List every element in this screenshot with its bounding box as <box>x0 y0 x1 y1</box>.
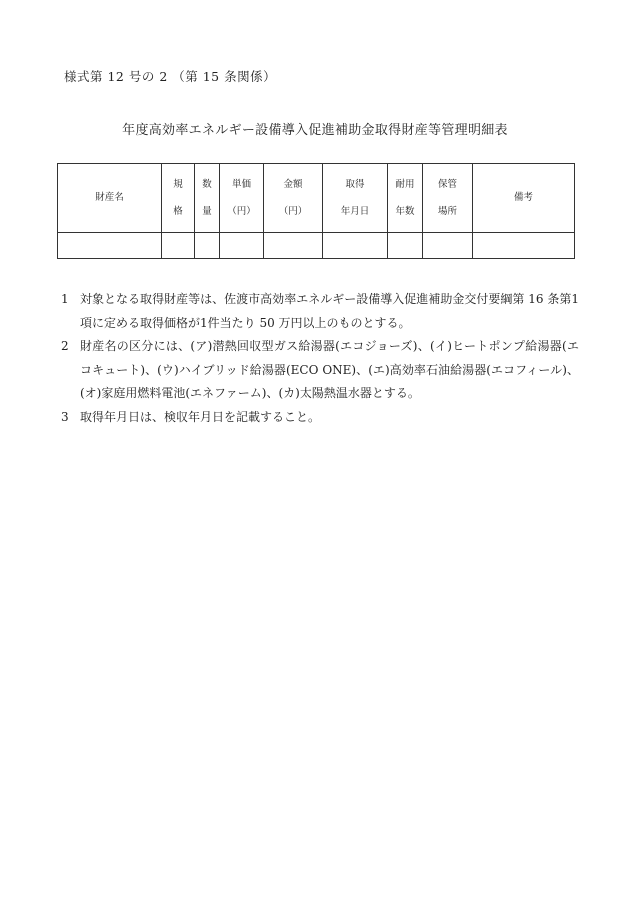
cell-asset-name[interactable] <box>58 233 162 259</box>
header-storage-location-line2: 場所 <box>437 205 457 217</box>
note-item <box>59 288 579 335</box>
header-storage-location <box>423 164 473 233</box>
header-asset-name-label: 財産名 <box>95 192 124 204</box>
form-number: 様式第 12 号の 2 （第 15 条関係） <box>64 69 277 84</box>
notes-section <box>59 288 579 429</box>
cell-amount[interactable] <box>264 233 323 259</box>
header-unit-price-line1: 単価 <box>231 179 251 190</box>
table-header-row <box>58 164 575 233</box>
header-unit-price-line2: （円） <box>227 205 256 217</box>
header-quantity <box>195 164 220 233</box>
cell-acquisition-date[interactable] <box>323 233 388 259</box>
header-specification <box>162 164 195 233</box>
header-remarks-label: 備考 <box>513 192 533 204</box>
note-text: 取得年月日は、検収年月日を記載すること。 <box>80 409 321 424</box>
asset-management-table <box>57 163 575 259</box>
cell-unit-price[interactable] <box>220 233 264 259</box>
header-quantity-line1: 数 <box>202 179 212 190</box>
header-acquisition-date-line2: 年月日 <box>340 205 370 217</box>
header-quantity-line2: 量 <box>202 205 212 217</box>
cell-useful-life[interactable] <box>388 233 423 259</box>
cell-specification[interactable] <box>162 233 195 259</box>
header-storage-location-line1: 保管 <box>437 179 457 190</box>
table-row <box>58 233 575 259</box>
header-specification-line2: 格 <box>173 205 183 217</box>
header-useful-life-line2: 年数 <box>395 205 415 217</box>
header-asset-name <box>58 164 162 233</box>
note-item <box>59 406 579 430</box>
header-specification-line1: 規 <box>173 179 183 190</box>
header-amount-line1: 金額 <box>283 179 303 190</box>
note-text: 財産名の区分には、(ア)潜熱回収型ガス給湯器(エコジョーズ)、(イ)ヒートポンプ給湯器(エコキュート)、(ウ)ハイブリッド給湯器(ECO ONE)、(エ)高効率石油給湯器(エコフィール)、(オ)家庭用燃料電池(エネファーム)、(カ)太陽熱温水器とする。 <box>80 339 579 400</box>
document-title: 年度高効率エネルギー設備導入促進補助金取得財産等管理明細表 <box>122 123 508 138</box>
header-amount-line2: （円） <box>278 205 308 217</box>
header-amount <box>264 164 323 233</box>
header-useful-life-line1: 耐用 <box>395 179 415 190</box>
header-useful-life <box>388 164 423 233</box>
header-acquisition-date-line1: 取得 <box>345 179 365 190</box>
note-number: 2 <box>61 339 69 353</box>
header-unit-price <box>220 164 264 233</box>
note-text: 対象となる取得財産等は、佐渡市高効率エネルギー設備導入促進補助金交付要綱第 16 条第1項に定める取得価格が1件当たり 50 万円以上のものとする。 <box>80 292 579 330</box>
header-acquisition-date <box>323 164 388 233</box>
cell-storage-location[interactable] <box>423 233 473 259</box>
cell-remarks[interactable] <box>473 233 575 259</box>
header-remarks <box>473 164 575 233</box>
cell-quantity[interactable] <box>195 233 220 259</box>
note-number: 3 <box>61 409 69 424</box>
note-item <box>59 335 579 406</box>
note-number: 1 <box>61 292 69 306</box>
